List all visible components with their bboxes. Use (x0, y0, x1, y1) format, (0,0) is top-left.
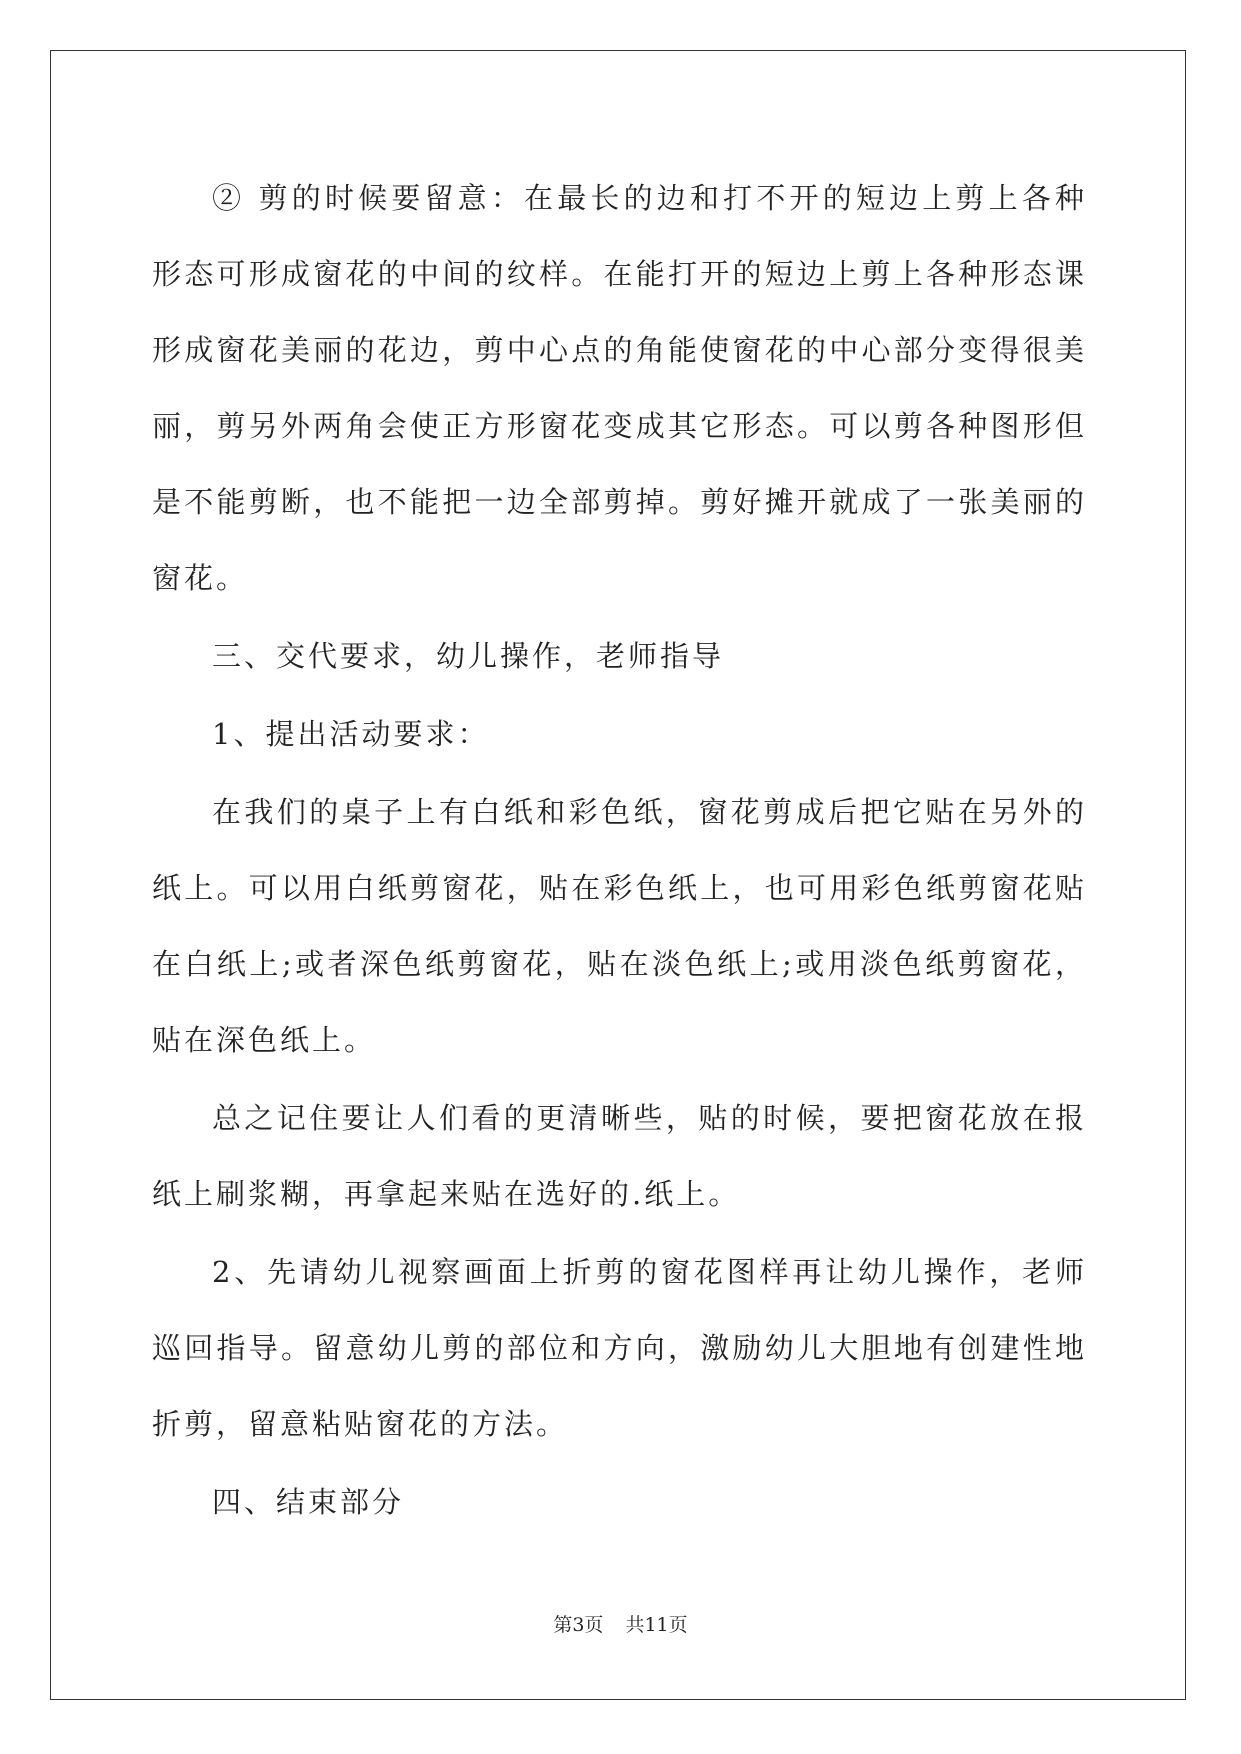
paragraph-paper-instructions: 在我们的桌子上有白纸和彩色纸，窗花剪成后把它贴在另外的纸上。可以用白纸剪窗花，贴在彩色纸上，也可用彩色纸剪窗花贴在白纸上;或者深色纸剪窗花，贴在淡色纸上;或用淡色纸剪窗花，贴在深色纸上。 (152, 795, 1087, 1057)
page-number: 第3页 (553, 1614, 604, 1636)
page-footer (0, 1610, 1241, 1637)
paragraph-cutting-tips: ② 剪的时候要留意：在最长的边和打不开的短边上剪上各种形态可形成窗花的中间的纹样。在能打开的短边上剪上各种形态课形成窗花美丽的花边，剪中心点的角能使窗花的中心部分变得很美丽，剪另外两角会使正方形窗花变成其它形态。可以剪各种图形但是不能剪断，也不能把一边全部剪掉。剪好摊开就成了一张美丽的窗花。 (152, 181, 1087, 595)
total-pages: 共11页 (625, 1614, 688, 1636)
document-body (152, 160, 1087, 1542)
paragraph-observe-and-operate: 2、先请幼儿视察画面上折剪的窗花图样再让幼儿操作，老师巡回指导。留意幼儿剪的部位和方向，激励幼儿大胆地有创建性地折剪，留意粘贴窗花的方法。 (152, 1255, 1087, 1441)
subheading-requirements: 1、提出活动要求： (212, 717, 490, 751)
paragraph-gluing-tips: 总之记住要让人们看的更清晰些，贴的时候，要把窗花放在报纸上刷浆糊，再拿起来贴在选好的.纸上。 (152, 1101, 1087, 1211)
section-heading-four: 四、结束部分 (212, 1485, 405, 1519)
section-heading-three: 三、交代要求，幼儿操作，老师指导 (212, 639, 725, 673)
